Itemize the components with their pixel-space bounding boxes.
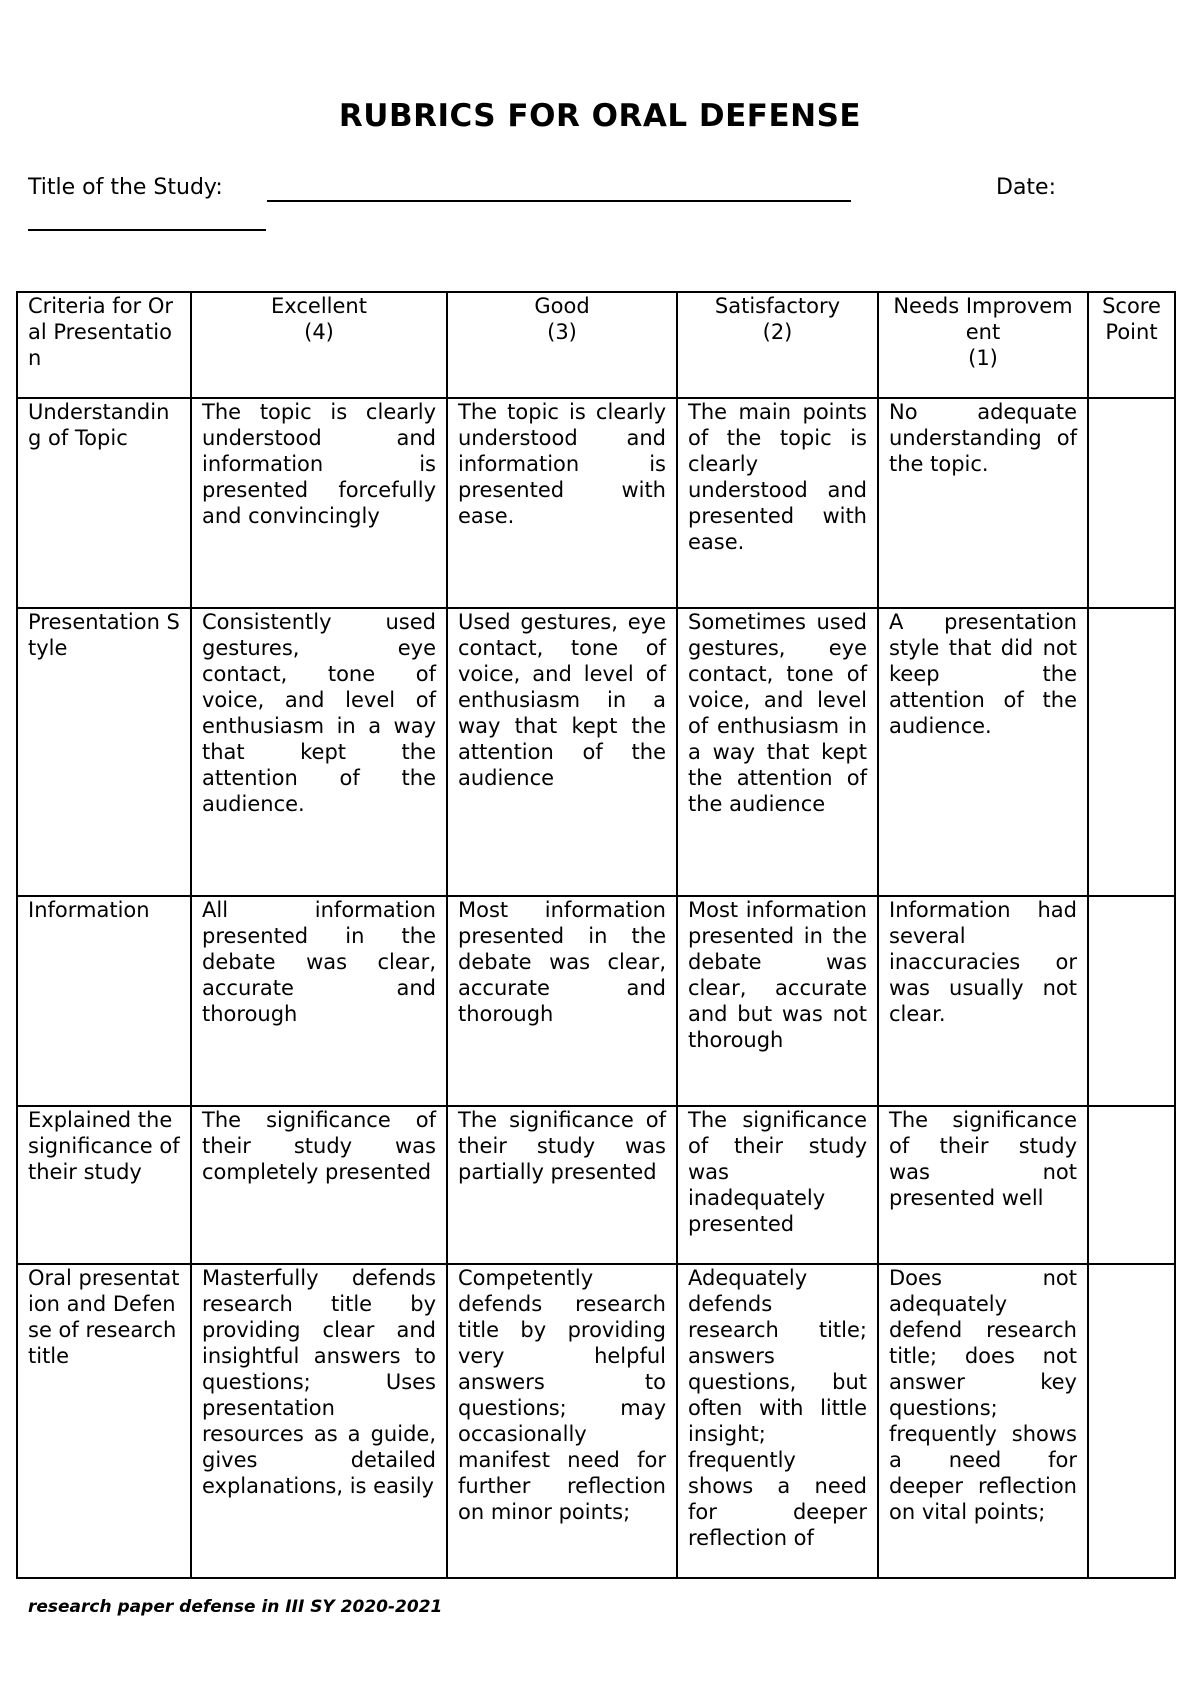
title-of-study-blank-line [267, 200, 851, 202]
score-cell[interactable] [1088, 608, 1175, 896]
excellent-cell: Masterfully defends research title by providing clear and insightful answers to questions; Uses presentation resources as a guide, gives detailed explanations, is easily [191, 1264, 447, 1578]
table-row [17, 398, 1175, 608]
good-cell: The topic is clearly understood and information is presented with ease. [447, 398, 677, 608]
needs-improvement-cell: No adequate understanding of the topic. [878, 398, 1088, 608]
good-cell: Most information presented in the debate was clear, accurate and thorough [447, 896, 677, 1106]
header-good [447, 292, 677, 398]
good-cell: The significance of their study was partially presented [447, 1106, 677, 1264]
score-cell[interactable] [1088, 398, 1175, 608]
header-criteria [17, 292, 191, 398]
needs-improvement-cell: Information had several inaccuracies or was usually not clear. [878, 896, 1088, 1106]
satisfactory-cell: The significance of their study was inadequately presented [677, 1106, 878, 1264]
score-cell[interactable] [1088, 1264, 1175, 1578]
table-row [17, 1264, 1175, 1578]
criteria-cell: Explained the significance of their study [17, 1106, 191, 1264]
needs-improvement-cell: The significance of their study was not presented well [878, 1106, 1088, 1264]
table-row [17, 608, 1175, 896]
criteria-cell: Information [17, 896, 191, 1106]
header-satisfactory-score: (2) [762, 320, 793, 344]
document-title: RUBRICS FOR ORAL DEFENSE [338, 98, 862, 134]
good-cell: Used gestures, eye contact, tone of voice, and level of enthusiasm in a way that kept the attention of the audience [447, 608, 677, 896]
excellent-cell: The topic is clearly understood and information is presented forcefully and convincingly [191, 398, 447, 608]
title-of-study-label: Title of the Study: [28, 175, 223, 200]
score-cell[interactable] [1088, 896, 1175, 1106]
satisfactory-cell: Most information presented in the debate was clear, accurate and but was not thorough [677, 896, 878, 1106]
header-row [17, 292, 1175, 398]
criteria-cell: Presentation Style [17, 608, 191, 896]
header-excellent [191, 292, 447, 398]
satisfactory-cell: Adequately defends research title; answers questions, but often with little insight; frequently shows a need for deeper reflection of [677, 1264, 878, 1578]
needs-improvement-cell: Does not adequately defend research title; does not answer key questions; frequently shows a need for deeper reflection on vital points; [878, 1264, 1088, 1578]
excellent-cell: The significance of their study was completely presented [191, 1106, 447, 1264]
footer-note: research paper defense in III SY 2020-2021 [28, 1597, 443, 1617]
criteria-cell: Understanding of Topic [17, 398, 191, 608]
header-needs-improvement-score: (1) [968, 346, 998, 370]
excellent-cell: Consistently used gestures, eye contact, tone of voice, and level of enthusiasm in a way that kept the attention of the audience. [191, 608, 447, 896]
header-criteria-label: Criteria for Oral Presentation [28, 294, 174, 370]
good-cell: Competently defends research title by providing very helpful answers to questions; may occasionally manifest need for further reflection on minor points; [447, 1264, 677, 1578]
header-score-point [1088, 292, 1175, 398]
table-row [17, 1106, 1175, 1264]
date-blank-line [28, 229, 266, 231]
header-excellent-score: (4) [304, 320, 334, 344]
rubric-table [16, 291, 1176, 1579]
score-cell[interactable] [1088, 1106, 1175, 1264]
header-needs-improvement [878, 292, 1088, 398]
header-satisfactory [677, 292, 878, 398]
satisfactory-cell: Sometimes used gestures, eye contact, tone of voice, and level of enthusiasm in a way that kept the attention of the audience [677, 608, 878, 896]
header-excellent-label: Excellent [271, 294, 367, 318]
excellent-cell: All information presented in the debate was clear, accurate and thorough [191, 896, 447, 1106]
header-good-label: Good [534, 294, 590, 318]
date-label: Date: [996, 175, 1056, 200]
header-satisfactory-label: Satisfactory [714, 294, 841, 318]
header-score-point-label: Score Point [1102, 294, 1161, 344]
header-good-score: (3) [547, 320, 577, 344]
satisfactory-cell: The main points of the topic is clearly understood and presented with ease. [677, 398, 878, 608]
table-row [17, 896, 1175, 1106]
needs-improvement-cell: A presentation style that did not keep the attention of the audience. [878, 608, 1088, 896]
header-needs-improvement-label: Needs Improvement [893, 294, 1073, 344]
criteria-cell: Oral presentation and Defense of research title [17, 1264, 191, 1578]
